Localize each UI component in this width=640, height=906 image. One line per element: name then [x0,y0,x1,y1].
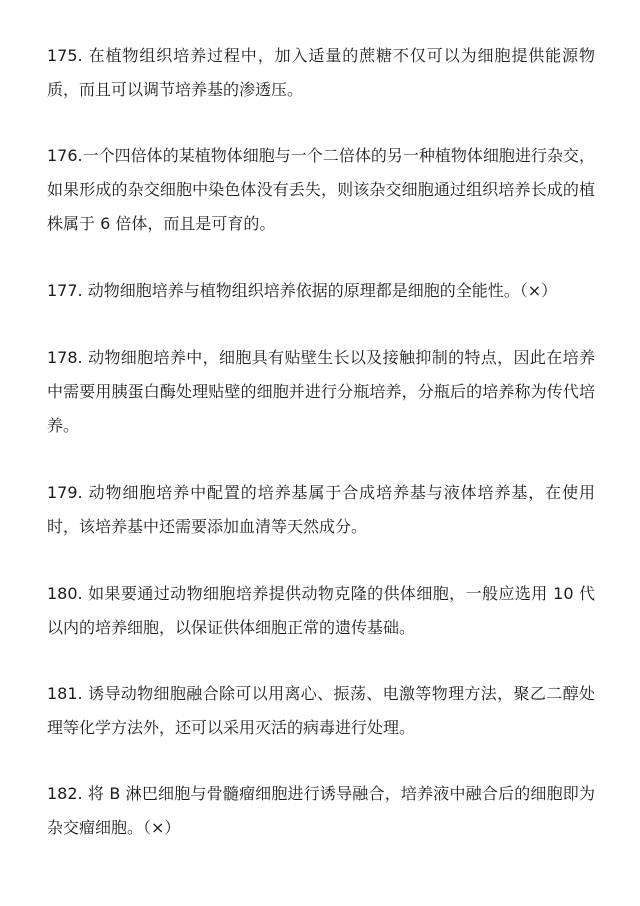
question-176: 176.一个四倍体的某植物体细胞与一个二倍体的另一种植物体细胞进行杂交，如果形成的杂交细胞中染色体没有丢失，则该杂交细胞通过组织培养长成的植株属于 6 倍体，而且是可育的。 [47,146,595,233]
question-180: 180. 如果要通过动物细胞培养提供动物克隆的供体细胞，一般应选用 10 代以内的培养细胞，以保证供体细胞正常的遗传基础。 [47,584,595,637]
question-181: 181. 诱导动物细胞融合除可以用离心、振荡、电激等物理方法，聚乙二醇处理等化学方法外，还可以采用灭活的病毒进行处理。 [47,684,595,737]
question-179: 179. 动物细胞培养中配置的培养基属于合成培养基与液体培养基，在使用时，该培养基中还需要添加血清等天然成分。 [47,483,595,536]
question-178: 178. 动物细胞培养中，细胞具有贴壁生长以及接触抑制的特点，因此在培养中需要用胰蛋白酶处理贴壁的细胞并进行分瓶培养，分瓶后的培养称为传代培养。 [47,348,595,435]
question-182: 182. 将 B 淋巴细胞与骨髓瘤细胞进行诱导融合，培养液中融合后的细胞即为杂交瘤细胞。（×） [47,784,595,837]
question-175: 175. 在植物组织培养过程中，加入适量的蔗糖不仅可以为细胞提供能源物质，而且可以调节培养基的渗透压。 [47,46,595,99]
question-177: 177. 动物细胞培养与植物组织培养依据的原理都是细胞的全能性。（×） [47,281,558,300]
